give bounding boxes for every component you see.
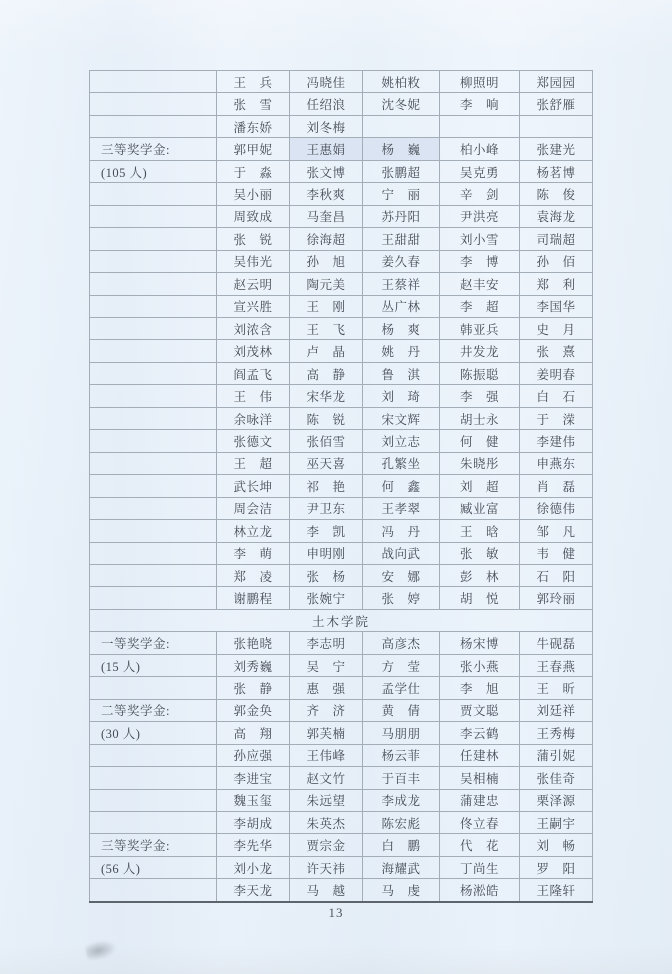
name-cell: 郑 利 bbox=[520, 273, 593, 295]
table-row bbox=[90, 205, 593, 227]
name-cell bbox=[440, 115, 520, 137]
name-cell: 丁尚生 bbox=[440, 856, 520, 878]
name-cell: 孙 佰 bbox=[520, 250, 593, 272]
name-cell: 王孝翠 bbox=[363, 497, 440, 519]
table-row bbox=[90, 564, 593, 586]
name-cell: 胡 悦 bbox=[440, 587, 520, 609]
table-row bbox=[90, 767, 593, 789]
name-cell: 沈冬妮 bbox=[363, 93, 440, 115]
row-label-cell bbox=[90, 430, 217, 452]
name-cell bbox=[520, 115, 593, 137]
name-cell: 王隆轩 bbox=[520, 879, 593, 902]
name-cell: 蒲引妮 bbox=[520, 744, 593, 766]
name-cell: 王 晗 bbox=[440, 520, 520, 542]
name-cell: 马朋朋 bbox=[363, 722, 440, 744]
table-row bbox=[90, 362, 593, 384]
name-cell: 张文博 bbox=[290, 160, 363, 182]
table-row bbox=[90, 497, 593, 519]
name-cell: 丛广林 bbox=[363, 295, 440, 317]
name-cell: 张 敏 bbox=[440, 542, 520, 564]
name-cell: 郭金奂 bbox=[217, 699, 290, 721]
name-cell: 齐 济 bbox=[290, 699, 363, 721]
name-cell: 代 花 bbox=[440, 834, 520, 856]
row-label-cell bbox=[90, 205, 217, 227]
name-cell: 苏丹阳 bbox=[363, 205, 440, 227]
name-cell: 于百丰 bbox=[363, 767, 440, 789]
name-cell: 袁海龙 bbox=[520, 205, 593, 227]
name-cell: 韩亚兵 bbox=[440, 317, 520, 339]
name-cell: 吴克勇 bbox=[440, 160, 520, 182]
name-cell: 王甜甜 bbox=[363, 228, 440, 250]
name-cell: 白 石 bbox=[520, 385, 593, 407]
name-cell: 王 超 bbox=[217, 452, 290, 474]
row-label-cell bbox=[90, 811, 217, 833]
name-cell: 高 静 bbox=[290, 362, 363, 384]
name-cell: 白 鹏 bbox=[363, 834, 440, 856]
name-cell: 何 健 bbox=[440, 430, 520, 452]
name-cell: 何 鑫 bbox=[363, 475, 440, 497]
name-cell: 韦 健 bbox=[520, 542, 593, 564]
table-row bbox=[90, 587, 593, 609]
name-cell: 周会洁 bbox=[217, 497, 290, 519]
name-cell: 张 杨 bbox=[290, 564, 363, 586]
name-cell: 李 旭 bbox=[440, 677, 520, 699]
name-cell: 孙 旭 bbox=[290, 250, 363, 272]
name-cell: 方 莹 bbox=[363, 654, 440, 676]
name-cell: 彭 林 bbox=[440, 564, 520, 586]
name-cell: 余咏洋 bbox=[217, 407, 290, 429]
table-row bbox=[90, 93, 593, 115]
name-cell: 徐德伟 bbox=[520, 497, 593, 519]
row-label-cell bbox=[90, 744, 217, 766]
row-label-cell bbox=[90, 385, 217, 407]
name-cell: 张 熹 bbox=[520, 340, 593, 362]
name-cell: 李 萌 bbox=[217, 542, 290, 564]
table-row bbox=[90, 520, 593, 542]
name-cell: 赵文竹 bbox=[290, 767, 363, 789]
row-label-cell bbox=[90, 879, 217, 902]
name-cell: 张 雪 bbox=[217, 93, 290, 115]
name-cell: 张鹏超 bbox=[363, 160, 440, 182]
table-row bbox=[90, 632, 593, 654]
name-cell: 陈宏彪 bbox=[363, 811, 440, 833]
name-cell: 李 响 bbox=[440, 93, 520, 115]
table-row bbox=[90, 811, 593, 833]
name-cell: 张佰雪 bbox=[290, 430, 363, 452]
name-cell: 阎孟飞 bbox=[217, 362, 290, 384]
table-row bbox=[90, 542, 593, 564]
name-cell: 刘浓含 bbox=[217, 317, 290, 339]
name-cell: 朱晓彤 bbox=[440, 452, 520, 474]
name-cell: 王春燕 bbox=[520, 654, 593, 676]
name-cell: 刘秀巍 bbox=[217, 654, 290, 676]
name-cell: 李先华 bbox=[217, 834, 290, 856]
name-cell: 黄 倩 bbox=[363, 699, 440, 721]
name-cell: 牛砚磊 bbox=[520, 632, 593, 654]
table-row bbox=[90, 183, 593, 205]
table-row bbox=[90, 407, 593, 429]
table-row bbox=[90, 340, 593, 362]
row-label-cell bbox=[90, 520, 217, 542]
name-cell: 杨 巍 bbox=[363, 138, 440, 160]
name-cell: 栗泽源 bbox=[520, 789, 593, 811]
name-cell: 王蔡祥 bbox=[363, 273, 440, 295]
name-cell: 司瑞超 bbox=[520, 228, 593, 250]
row-label-cell bbox=[90, 340, 217, 362]
name-cell: 惠 强 bbox=[290, 677, 363, 699]
name-cell: 吴相楠 bbox=[440, 767, 520, 789]
name-cell: 张德文 bbox=[217, 430, 290, 452]
name-cell: 李成龙 bbox=[363, 789, 440, 811]
name-cell: 于 溁 bbox=[520, 407, 593, 429]
table-row bbox=[90, 856, 593, 878]
name-cell: 张 锐 bbox=[217, 228, 290, 250]
name-cell: 马 越 bbox=[290, 879, 363, 902]
table-row bbox=[90, 385, 593, 407]
name-cell: 杨茗博 bbox=[520, 160, 593, 182]
name-cell: 李 凯 bbox=[290, 520, 363, 542]
name-cell: 陶元美 bbox=[290, 273, 363, 295]
name-cell: 冯 丹 bbox=[363, 520, 440, 542]
name-cell: 辛 剑 bbox=[440, 183, 520, 205]
table-row bbox=[90, 138, 593, 160]
name-cell: 张建光 bbox=[520, 138, 593, 160]
name-cell: 王惠娟 bbox=[290, 138, 363, 160]
table-row bbox=[90, 452, 593, 474]
name-cell: 朱远望 bbox=[290, 789, 363, 811]
name-cell: 姜明春 bbox=[520, 362, 593, 384]
table-row bbox=[90, 295, 593, 317]
table-row bbox=[90, 250, 593, 272]
college-section-header: 土木学院 bbox=[90, 609, 593, 631]
name-cell: 杨 爽 bbox=[363, 317, 440, 339]
name-cell: 谢鹏程 bbox=[217, 587, 290, 609]
row-label-cell bbox=[90, 93, 217, 115]
name-cell: 李进宝 bbox=[217, 767, 290, 789]
name-cell: 宣兴胜 bbox=[217, 295, 290, 317]
name-cell: 郑园园 bbox=[520, 71, 593, 93]
name-cell: 陈 锐 bbox=[290, 407, 363, 429]
row-label-cell bbox=[90, 71, 217, 93]
name-cell: 马 虔 bbox=[363, 879, 440, 902]
name-cell: 刘 超 bbox=[440, 475, 520, 497]
name-cell: 刘 畅 bbox=[520, 834, 593, 856]
table-row bbox=[90, 430, 593, 452]
name-cell: 刘 琦 bbox=[363, 385, 440, 407]
name-cell: 张婉宁 bbox=[290, 587, 363, 609]
name-cell: 张 婷 bbox=[363, 587, 440, 609]
name-cell: 李天龙 bbox=[217, 879, 290, 902]
name-cell: 肖 磊 bbox=[520, 475, 593, 497]
row-label-cell: (56 人) bbox=[90, 856, 217, 878]
name-cell: 武长坤 bbox=[217, 475, 290, 497]
name-cell: 吴 宁 bbox=[290, 654, 363, 676]
name-cell: 王伟峰 bbox=[290, 744, 363, 766]
name-cell: 卢 晶 bbox=[290, 340, 363, 362]
name-cell: 李 强 bbox=[440, 385, 520, 407]
name-cell: 宋华龙 bbox=[290, 385, 363, 407]
name-cell: 徐海超 bbox=[290, 228, 363, 250]
name-cell: 高 翔 bbox=[217, 722, 290, 744]
table-row bbox=[90, 160, 593, 182]
name-cell: 刘冬梅 bbox=[290, 115, 363, 137]
name-cell: 贾文聪 bbox=[440, 699, 520, 721]
name-cell: 孔繁坐 bbox=[363, 452, 440, 474]
name-cell: 赵云明 bbox=[217, 273, 290, 295]
name-cell: 安 娜 bbox=[363, 564, 440, 586]
name-cell: 姚 丹 bbox=[363, 340, 440, 362]
name-cell: 任绍浪 bbox=[290, 93, 363, 115]
row-label-cell: 一等奖学金: bbox=[90, 632, 217, 654]
name-cell: 蒲建忠 bbox=[440, 789, 520, 811]
row-label-cell: 三等奖学金: bbox=[90, 138, 217, 160]
row-label-cell bbox=[90, 789, 217, 811]
row-label-cell bbox=[90, 228, 217, 250]
name-cell: 刘茂林 bbox=[217, 340, 290, 362]
name-cell: 史 月 bbox=[520, 317, 593, 339]
row-label-cell bbox=[90, 273, 217, 295]
name-cell: 于 淼 bbox=[217, 160, 290, 182]
name-cell: 李胡成 bbox=[217, 811, 290, 833]
name-cell: 赵丰安 bbox=[440, 273, 520, 295]
name-cell: 姚柏敉 bbox=[363, 71, 440, 93]
row-label-cell: (30 人) bbox=[90, 722, 217, 744]
name-cell: 佟立春 bbox=[440, 811, 520, 833]
row-label-cell bbox=[90, 317, 217, 339]
name-cell: 王 飞 bbox=[290, 317, 363, 339]
row-label-cell bbox=[90, 452, 217, 474]
name-cell: 朱英杰 bbox=[290, 811, 363, 833]
name-cell: 潘东娇 bbox=[217, 115, 290, 137]
name-cell: 刘廷祥 bbox=[520, 699, 593, 721]
name-cell: 吴伟光 bbox=[217, 250, 290, 272]
name-cell: 郭芙楠 bbox=[290, 722, 363, 744]
name-cell: 邹 凡 bbox=[520, 520, 593, 542]
table-row bbox=[90, 677, 593, 699]
name-cell: 鲁 淇 bbox=[363, 362, 440, 384]
table-row bbox=[90, 789, 593, 811]
table-row bbox=[90, 609, 593, 631]
table-row bbox=[90, 699, 593, 721]
name-cell: 王 刚 bbox=[290, 295, 363, 317]
name-cell: 孙应强 bbox=[217, 744, 290, 766]
row-label-cell bbox=[90, 295, 217, 317]
table-row bbox=[90, 273, 593, 295]
row-label-cell bbox=[90, 475, 217, 497]
name-cell: 杨宋博 bbox=[440, 632, 520, 654]
name-cell: 申明刚 bbox=[290, 542, 363, 564]
row-label-cell bbox=[90, 407, 217, 429]
row-label-cell: 二等奖学金: bbox=[90, 699, 217, 721]
table-row bbox=[90, 228, 593, 250]
name-cell: 陈振聪 bbox=[440, 362, 520, 384]
name-cell: 刘立志 bbox=[363, 430, 440, 452]
name-cell: 柏小峰 bbox=[440, 138, 520, 160]
row-label-cell bbox=[90, 362, 217, 384]
name-cell: 杨云菲 bbox=[363, 744, 440, 766]
name-cell: 王 兵 bbox=[217, 71, 290, 93]
table-row bbox=[90, 115, 593, 137]
row-label-cell bbox=[90, 564, 217, 586]
row-label-cell bbox=[90, 542, 217, 564]
row-label-cell bbox=[90, 497, 217, 519]
table-row bbox=[90, 722, 593, 744]
name-cell: 郭玲丽 bbox=[520, 587, 593, 609]
name-cell: 高彦杰 bbox=[363, 632, 440, 654]
name-cell: 李 博 bbox=[440, 250, 520, 272]
name-cell: 尹洪亮 bbox=[440, 205, 520, 227]
name-cell: 王 伟 bbox=[217, 385, 290, 407]
scholarship-table bbox=[89, 70, 593, 903]
name-cell: 张 静 bbox=[217, 677, 290, 699]
name-cell: 李国华 bbox=[520, 295, 593, 317]
name-cell: 张佳奇 bbox=[520, 767, 593, 789]
name-cell: 海耀武 bbox=[363, 856, 440, 878]
name-cell: 祁 艳 bbox=[290, 475, 363, 497]
name-cell: 王秀梅 bbox=[520, 722, 593, 744]
row-label-cell: (105 人) bbox=[90, 160, 217, 182]
name-cell: 罗 阳 bbox=[520, 856, 593, 878]
name-cell: 李云鹤 bbox=[440, 722, 520, 744]
name-cell bbox=[363, 115, 440, 137]
name-cell: 张艳晓 bbox=[217, 632, 290, 654]
name-cell: 任建林 bbox=[440, 744, 520, 766]
name-cell: 姜久春 bbox=[363, 250, 440, 272]
page-number: 13 bbox=[328, 905, 344, 920]
name-cell: 张舒雁 bbox=[520, 93, 593, 115]
row-label-cell: 三等奖学金: bbox=[90, 834, 217, 856]
table-row bbox=[90, 879, 593, 902]
name-cell: 臧业富 bbox=[440, 497, 520, 519]
name-cell: 张小燕 bbox=[440, 654, 520, 676]
row-label-cell bbox=[90, 767, 217, 789]
name-cell: 林立龙 bbox=[217, 520, 290, 542]
name-cell: 王 昕 bbox=[520, 677, 593, 699]
table-row bbox=[90, 834, 593, 856]
name-cell: 刘小雪 bbox=[440, 228, 520, 250]
name-cell: 吴小丽 bbox=[217, 183, 290, 205]
name-cell: 巫天喜 bbox=[290, 452, 363, 474]
table-row bbox=[90, 317, 593, 339]
name-cell: 冯晓佳 bbox=[290, 71, 363, 93]
name-cell: 王嗣宇 bbox=[520, 811, 593, 833]
name-cell: 柳照明 bbox=[440, 71, 520, 93]
name-cell: 魏玉玺 bbox=[217, 789, 290, 811]
name-cell: 胡士永 bbox=[440, 407, 520, 429]
name-cell: 孟学仕 bbox=[363, 677, 440, 699]
row-label-cell bbox=[90, 250, 217, 272]
name-cell: 李秋爽 bbox=[290, 183, 363, 205]
name-cell: 刘小龙 bbox=[217, 856, 290, 878]
name-cell: 尹卫东 bbox=[290, 497, 363, 519]
table-row bbox=[90, 744, 593, 766]
name-cell: 申燕东 bbox=[520, 452, 593, 474]
name-cell: 杨淞皓 bbox=[440, 879, 520, 902]
name-cell: 李建伟 bbox=[520, 430, 593, 452]
row-label-cell bbox=[90, 587, 217, 609]
row-label-cell bbox=[90, 183, 217, 205]
name-cell: 贾宗金 bbox=[290, 834, 363, 856]
table-row bbox=[90, 654, 593, 676]
name-cell: 许天祎 bbox=[290, 856, 363, 878]
table-row bbox=[90, 71, 593, 93]
name-cell: 马奎昌 bbox=[290, 205, 363, 227]
name-cell: 陈 俊 bbox=[520, 183, 593, 205]
name-cell: 郭甲妮 bbox=[217, 138, 290, 160]
table-row bbox=[90, 475, 593, 497]
name-cell: 李 超 bbox=[440, 295, 520, 317]
name-cell: 宁 丽 bbox=[363, 183, 440, 205]
name-cell: 井发龙 bbox=[440, 340, 520, 362]
name-cell: 战向武 bbox=[363, 542, 440, 564]
name-cell: 宋文辉 bbox=[363, 407, 440, 429]
row-label-cell: (15 人) bbox=[90, 654, 217, 676]
name-cell: 郑 凌 bbox=[217, 564, 290, 586]
name-cell: 李志明 bbox=[290, 632, 363, 654]
scan-smudge bbox=[84, 938, 117, 962]
row-label-cell bbox=[90, 115, 217, 137]
name-cell: 周致成 bbox=[217, 205, 290, 227]
row-label-cell bbox=[90, 677, 217, 699]
name-cell: 石 阳 bbox=[520, 564, 593, 586]
